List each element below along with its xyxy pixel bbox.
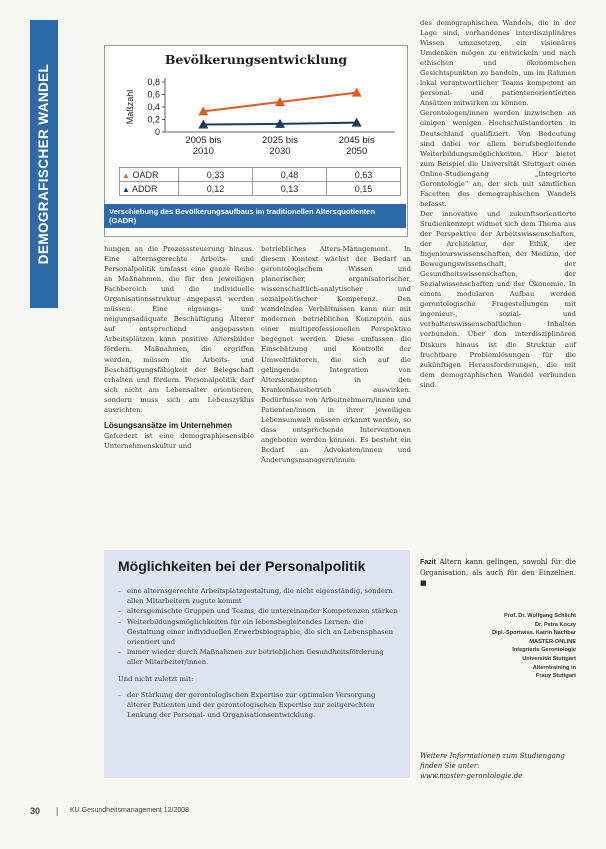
- publication-name: KU Gesundheitsmanagement 12/2008: [70, 807, 190, 814]
- table-cell: 0,48: [253, 168, 327, 182]
- author-block: [420, 612, 576, 681]
- paragraph: des demographischen Wandels, die in der Lage sind, vorhandenes interdisziplinäres Wissen umzusetzen, ein visionäres Umdenken mögen zu entwickeln und nach ethischen und ökonomischen Gesichtspunkten zu handeln, um im Rahmen lokal verantwortlicher Teams kompetent an personal- und patientenorientierten Ansätzen mitwirken zu können.: [420, 19, 576, 108]
- y-tick-label: 0,4: [147, 102, 160, 112]
- x-tick-label: 2030: [269, 146, 291, 157]
- measures-list-2: [118, 690, 398, 721]
- more-info-link[interactable]: www.master-gerontologie.de: [420, 772, 523, 780]
- author-line: Frauy Stuttgart: [535, 673, 576, 680]
- chart-legend-oadr: [120, 168, 179, 182]
- chart-plot: [105, 46, 407, 171]
- info-box-midtext: Und nicht zuletzt mit:: [118, 674, 194, 683]
- author-line: Dipl.-Sportwiss. Katrin Nachbar: [492, 630, 576, 637]
- paragraph: Gerontologen/innen werden inzwischen an einigen wenigen Hochschulstandorten in Deutschland qualifiziert. Von Bedeutung sind dabei vor allem berufsbegleitende Weiterbildungsmöglichkeiten. Hier bietet zum Beispiel die Universität Stuttgart einen Online-Studiengang „Integrierte Gerontologie“ an, der sich mit sämtlichen Facetten des demographischen Wandels befasst.: [420, 109, 576, 208]
- section-title: DEMOGRAFISCHER WANDEL: [36, 63, 51, 265]
- author-line: Prof. Dr. Wolfgang Schlicht: [504, 613, 576, 619]
- more-info-text: Weitere Informationen zum Studiengang finden Sie unter:: [420, 752, 565, 770]
- list-item: – Weiterbildungsmöglichkeiten für ein lebensbegleitendes Lernen: die Gestaltung einer individuellen Erwerbsbiographie, die sich an Lebensphasen orientiert und: [127, 617, 398, 648]
- paragraph: hungen an die Prozesssteuerung hinaus. Eine alternsgerechte Arbeits- und Personalpolitik umfasst eine ganze Reihe an Maßnahmen, die für den jeweiligen Fachbereich und die individuelle Organisationsstruktur angepasst werden müssen. Eine eignungs- und neigungsadäquate Beschäftigung Älterer auf entsprechend angepassten Arbeitsplätzen kann positive Altersbilder fördern. Maßnahmen, die ergriffen werden, müssen die Arbeits- und Beschäftigungsfähigkeit der Belegschaft erhalten und fördern. Personalpolitik darf sich nicht am Lebensalter orientieren, sondern muss sich am Lebenszyklus ausrichten.: [104, 245, 254, 414]
- conclusion-label: Fazit: [420, 559, 436, 566]
- table-cell: 0,33: [179, 168, 253, 182]
- conclusion-text: Altern kann gelingen, sowohl für die Organisation, als auch für den Einzelnen. ■: [420, 558, 576, 587]
- subheading: Lösungsansätze im Unternehmen: [104, 420, 233, 430]
- chart-legend-addr: [120, 182, 179, 196]
- article-column-right: [420, 18, 576, 390]
- chart-title: Bevölkerungsentwicklung: [164, 52, 348, 67]
- triangle-icon: ▲: [122, 170, 130, 180]
- y-tick-label: 0: [154, 127, 160, 137]
- section-sidebar: [30, 20, 58, 308]
- more-info: [420, 751, 576, 781]
- triangle-icon: ▲: [122, 184, 130, 194]
- y-tick-label: 0,8: [147, 77, 160, 87]
- chart-caption: Verschiebung des Bevölkerungsaufbaus im traditionellen Altersquotienten (OADR): [104, 204, 406, 228]
- x-tick-label: 2005 bis: [185, 135, 222, 146]
- table-cell: 0,63: [327, 168, 401, 182]
- info-box: [104, 550, 410, 778]
- paragraph: Gefordert ist eine demographiesensible Unternehmenskultur und: [104, 431, 254, 450]
- x-tick-label: 2010: [192, 146, 214, 157]
- article-column-left: [104, 244, 254, 451]
- paragraph: Der innovative und zukunftsorientierte Studienkonzept widmet sich dem Thema aus der Perspektive der Arbeitswissenschaften, der Architektur, der Ethik, der Ingenieurswissenschaften, der Medizin, der Bewegungswissenschaft, der Gesundheitswissenschaften, der Sozialwissenschaften und der Ökonomie. In einem modularen Aufbau werden gerontologische Fragestellungen mit ingenieur-, sozial- und verhaltenswissenschaftlichen Inhalten verbunden. Über den interdisziplinären Diskurs hinaus ist die Struktur auf fruchtbare Problemlösungen für die zukünftigen Herausforderungen, die mit dem demographischen Wandel verbunden sind.: [420, 209, 576, 389]
- y-tick-label: 0,6: [147, 89, 160, 100]
- info-box-body: [118, 586, 398, 720]
- x-tick-label: 2045 bis: [338, 135, 375, 146]
- chart-table-row: [120, 168, 401, 182]
- legend-label: ADDR: [131, 183, 158, 194]
- author-line: Integrierte Gerontologie: [512, 647, 576, 654]
- page-number: 30: [30, 806, 41, 816]
- legend-label: OADR: [132, 169, 159, 180]
- conclusion: [420, 557, 576, 588]
- info-box-title: Möglichkeiten bei der Personalpolitik: [118, 558, 366, 574]
- x-tick-label: 2050: [346, 146, 368, 157]
- table-cell: 0,15: [327, 182, 401, 196]
- table-cell: 0,12: [179, 182, 253, 196]
- author-line: MASTER-ONLINE: [529, 638, 576, 645]
- author-line: Alterntraining in: [532, 664, 576, 671]
- page-footer: [30, 806, 576, 822]
- y-tick-label: 0,2: [147, 114, 160, 125]
- list-item: – eine alternsgerechte Arbeitsplatzgestaltung, die nicht eigenständig, sondern allen Mitarbeitern zugute kommt: [127, 586, 398, 606]
- list-item: – der Stärkung der gerontologischen Expertise zur optimalen Versorgung älterer Patienten und der gerontologischen Expertise zur zeitgerechten Lenkung der Personal- und Organisationsentwicklung.: [127, 690, 398, 721]
- footer-separator: |: [56, 806, 59, 816]
- table-cell: 0,13: [253, 182, 327, 196]
- list-item: – altersgemischte Gruppen und Teams, die untereinander Kompetenzen stärken: [127, 606, 398, 616]
- list-item: – immer wieder durch Maßnahmen zur betrieblichen Gesundheitsförderung aller Mitarbeiter/innen.: [127, 647, 398, 667]
- paragraph: betriebliches Alters-Management. In diesem Kontext wächst der Bedarf an gerontologischem Wissen und planerischer, organisatorischer, wissenschaftlich-analytischer und sozialpolitischer Kompetenz. Den wandelnden Verhältnissen kann nur mit modernen betrieblichen Konzepten aus einer multiprofessionellen Perspektive begegnet werden. Diese umfassen die Einschätzung und Kontrolle der Umweltfaktoren, die sich auf die gelingende Integration von Alterskonzepten in den Krankenhausbetrieb auswirken. Bedürfnisse von Arbeitnehmern/innen und Patienten/innen in ihrer jeweiligen Lebensumwelt müssen erkannt werden, so dass entsprechende Interventionen angeboten werden können. Es besteht ein Bedarf an Advokaten/innen und Änderungsmanagern/innen: [261, 245, 411, 464]
- author-line: Universität Stuttgart: [522, 655, 576, 662]
- chart-table-row: [120, 182, 401, 196]
- y-axis-label: Maßzahl: [125, 89, 135, 125]
- measures-list: [118, 586, 398, 668]
- article-column-middle: [261, 244, 411, 465]
- author-line: Dr. Petra Koczy: [534, 621, 576, 628]
- x-tick-label: 2025 bis: [262, 135, 298, 146]
- chart-data-table: [119, 167, 401, 196]
